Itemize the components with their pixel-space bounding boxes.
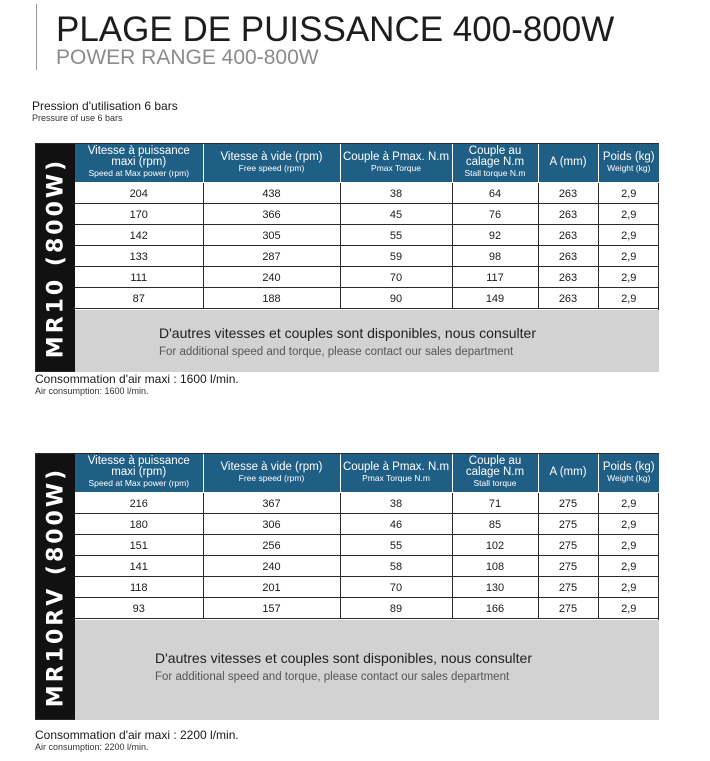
table-cell: 275 <box>538 534 598 555</box>
spec-table <box>75 454 659 619</box>
table-row <box>75 287 659 308</box>
table-row <box>75 555 659 576</box>
table-cell: 102 <box>452 534 538 555</box>
table-cell: 2,9 <box>598 534 659 555</box>
table-cell: 98 <box>452 245 538 266</box>
spec-block-mr10 <box>35 143 659 372</box>
pressure-note <box>32 100 178 123</box>
table-cell: 141 <box>75 555 203 576</box>
spec-table <box>75 144 659 309</box>
air-fr: Consommation d'air maxi : 1600 l/min. <box>35 372 239 386</box>
table-cell: 438 <box>203 182 340 203</box>
table-cell: 263 <box>538 266 598 287</box>
table-cell: 201 <box>203 576 340 597</box>
air-consumption <box>35 729 239 752</box>
table-cell: 275 <box>538 597 598 618</box>
table-cell: 240 <box>203 555 340 576</box>
table-cell: 263 <box>538 287 598 308</box>
table-cell: 275 <box>538 492 598 513</box>
table-cell: 55 <box>340 224 452 245</box>
table-cell: 108 <box>452 555 538 576</box>
table-row <box>75 513 659 534</box>
table-cell: 2,9 <box>598 597 659 618</box>
table-cell: 70 <box>340 266 452 287</box>
table-cell: 2,9 <box>598 203 659 224</box>
table-row <box>75 266 659 287</box>
model-name: MR10RV (800W) <box>43 466 68 707</box>
table-row <box>75 182 659 203</box>
table-cell: 263 <box>538 182 598 203</box>
air-en: Air consumption: 1600 l/min. <box>35 386 149 396</box>
header-cell: Vitesse à vide (rpm) Free speed (rpm) <box>203 454 340 492</box>
table-cell: 2,9 <box>598 266 659 287</box>
table-row <box>75 534 659 555</box>
table-cell: 256 <box>203 534 340 555</box>
table-cell: 70 <box>340 576 452 597</box>
table-cell: 59 <box>340 245 452 266</box>
table-header-row <box>75 454 659 492</box>
table-cell: 263 <box>538 245 598 266</box>
table-row <box>75 245 659 266</box>
air-fr: Consommation d'air maxi : 2200 l/min. <box>35 728 239 742</box>
table-cell: 118 <box>75 576 203 597</box>
table-cell: 46 <box>340 513 452 534</box>
table-cell: 166 <box>452 597 538 618</box>
availability-note <box>75 620 659 720</box>
table-cell: 2,9 <box>598 513 659 534</box>
table-cell: 85 <box>452 513 538 534</box>
table-cell: 216 <box>75 492 203 513</box>
table-cell: 188 <box>203 287 340 308</box>
table-cell: 180 <box>75 513 203 534</box>
header-cell: Couple à Pmax. N.m Pmax Torque N.m <box>340 454 452 492</box>
table-cell: 92 <box>452 224 538 245</box>
table-cell: 58 <box>340 555 452 576</box>
table-cell: 111 <box>75 266 203 287</box>
table-cell: 71 <box>452 492 538 513</box>
table-cell: 306 <box>203 513 340 534</box>
header-cell: Poids (kg) Weight (kg) <box>598 144 659 182</box>
header-cell: A (mm) <box>538 454 598 492</box>
page-subtitle: POWER RANGE 400-800W <box>56 46 319 69</box>
table-row <box>75 224 659 245</box>
table-header-row <box>75 144 659 182</box>
table-cell: 204 <box>75 182 203 203</box>
table-cell: 2,9 <box>598 555 659 576</box>
table-cell: 263 <box>538 203 598 224</box>
table-cell: 93 <box>75 597 203 618</box>
table-cell: 38 <box>340 182 452 203</box>
table-cell: 367 <box>203 492 340 513</box>
table-cell: 151 <box>75 534 203 555</box>
table-cell: 275 <box>538 513 598 534</box>
note-en: For additional speed and torque, please contact our sales department <box>155 671 510 683</box>
model-side-label <box>36 144 75 371</box>
spec-block-mr10rv <box>35 453 659 720</box>
pressure-en: Pressure of use 6 bars <box>32 113 123 123</box>
table-cell: 130 <box>452 576 538 597</box>
header-cell: Poids (kg) Weight (kg) <box>598 454 659 492</box>
table-cell: 157 <box>203 597 340 618</box>
table-cell: 275 <box>538 576 598 597</box>
air-en: Air consumption: 2200 l/min. <box>35 742 149 752</box>
header-divider <box>36 4 37 70</box>
table-cell: 38 <box>340 492 452 513</box>
table-cell: 149 <box>452 287 538 308</box>
note-fr: D'autres vitesses et couples sont disponibles, nous consulter <box>155 650 532 666</box>
table-row <box>75 597 659 618</box>
model-side-label <box>36 454 75 719</box>
table-cell: 287 <box>203 245 340 266</box>
table-cell: 90 <box>340 287 452 308</box>
table-cell: 2,9 <box>598 182 659 203</box>
table-cell: 170 <box>75 203 203 224</box>
table-cell: 117 <box>452 266 538 287</box>
table-cell: 305 <box>203 224 340 245</box>
table-cell: 366 <box>203 203 340 224</box>
header-cell: Couple au calage N.m Stall torque N.m <box>452 144 538 182</box>
note-fr: D'autres vitesses et couples sont disponibles, nous consulter <box>159 325 536 341</box>
air-consumption <box>35 373 239 396</box>
table-cell: 87 <box>75 287 203 308</box>
table-row <box>75 492 659 513</box>
table-cell: 133 <box>75 245 203 266</box>
availability-note <box>75 310 659 372</box>
table-cell: 55 <box>340 534 452 555</box>
table-cell: 263 <box>538 224 598 245</box>
table-cell: 76 <box>452 203 538 224</box>
table-cell: 45 <box>340 203 452 224</box>
table-cell: 2,9 <box>598 224 659 245</box>
header-cell: Vitesse à vide (rpm) Free speed (rpm) <box>203 144 340 182</box>
table-row <box>75 203 659 224</box>
table-cell: 2,9 <box>598 245 659 266</box>
table-cell: 89 <box>340 597 452 618</box>
table-cell: 2,9 <box>598 576 659 597</box>
header-cell: Vitesse à puissance maxi (rpm) Speed at Max power (rpm) <box>75 454 203 492</box>
header-cell: A (mm) <box>538 144 598 182</box>
pressure-fr: Pression d'utilisation 6 bars <box>32 99 178 113</box>
table-cell: 240 <box>203 266 340 287</box>
header-cell: Couple à Pmax. N.m Pmax Torque <box>340 144 452 182</box>
header-cell: Vitesse à puissance maxi (rpm) Speed at Max power (rpm) <box>75 144 203 182</box>
table-cell: 275 <box>538 555 598 576</box>
table-cell: 64 <box>452 182 538 203</box>
note-en: For additional speed and torque, please contact our sales department <box>159 346 514 358</box>
table-cell: 2,9 <box>598 287 659 308</box>
page-title: PLAGE DE PUISSANCE 400-800W <box>56 10 615 49</box>
table-row <box>75 576 659 597</box>
table-cell: 142 <box>75 224 203 245</box>
model-name: MR10 (800W) <box>43 157 68 358</box>
table-cell: 2,9 <box>598 492 659 513</box>
header-cell: Couple au calage N.m Stall torque <box>452 454 538 492</box>
